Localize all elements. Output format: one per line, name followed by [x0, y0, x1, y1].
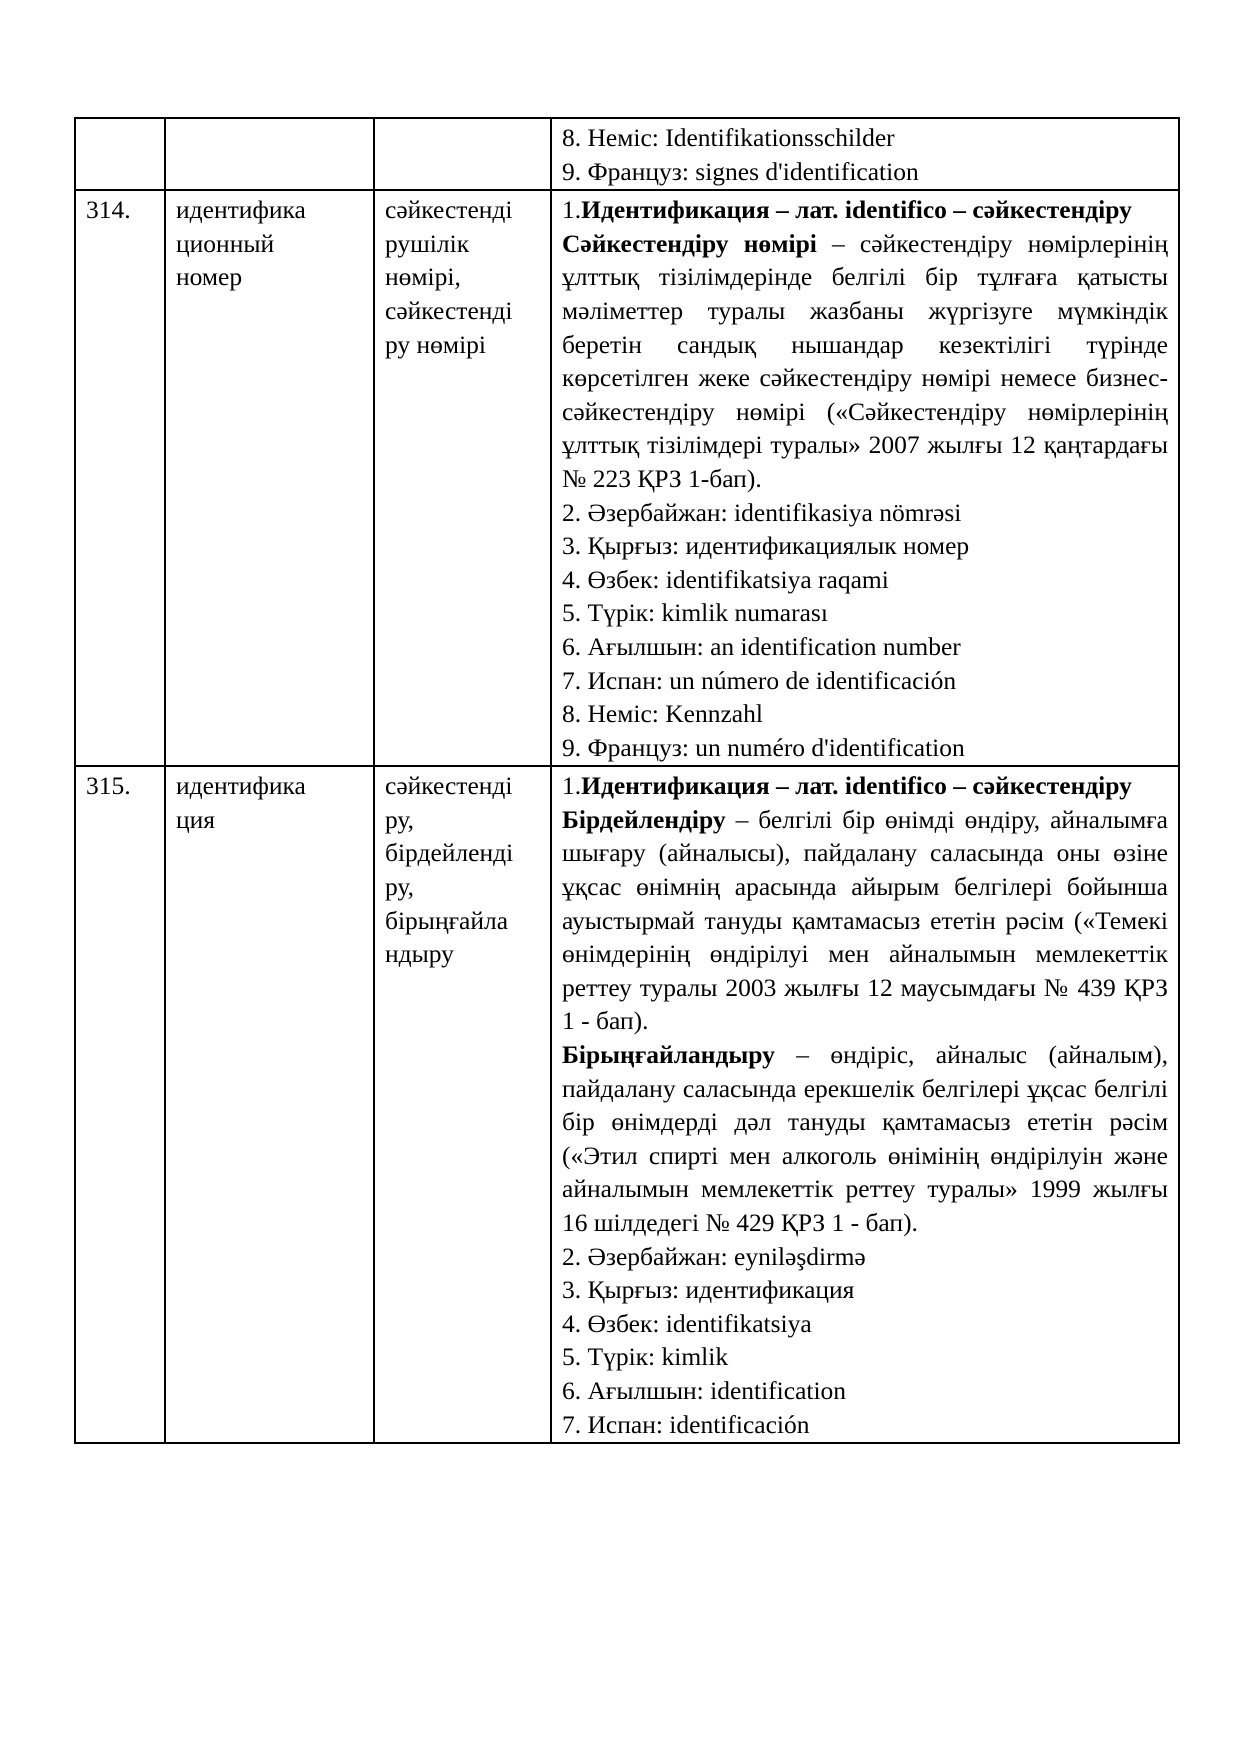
russian-term-cell: [165, 118, 374, 190]
kazakh-term-line: сәйкестенді: [385, 771, 513, 801]
definition-paragraph: [562, 227, 1168, 496]
translation-line: 8. Неміс: Identifikationsschilder: [562, 123, 895, 152]
kazakh-term-line: рушілік: [385, 228, 470, 258]
translation-line: 5. Түрік: kimlik: [562, 1342, 729, 1372]
translation-line: 6. Ағылшын: identification: [562, 1375, 847, 1405]
russian-term-line: ция: [176, 804, 216, 834]
translation-line: 7. Испан: un número de identificación: [562, 665, 957, 695]
etymology-heading: [562, 193, 1168, 227]
heading-prefix: 1.: [562, 195, 582, 225]
definition-cell: [551, 190, 1179, 766]
kazakh-term-cell: [374, 118, 551, 190]
definition-cell: [551, 766, 1179, 1443]
translation-line: 3. Қырғыз: идентификациялык номер: [562, 531, 970, 561]
kazakh-term-line: бірыңғайла: [385, 905, 509, 935]
heading-text: Идентификация – лат. identifico – сәйкестендіру: [581, 771, 1132, 801]
translation-line: 9. Француз: un numéro d'identification: [562, 732, 965, 762]
entry-number-cell: [75, 766, 165, 1443]
kazakh-term-line: ндыру: [385, 939, 454, 969]
russian-term-cell: [165, 190, 374, 766]
definition-text: – белгілі бір өнімді өндіру, айналымға шығару (айналысы), пайдалану саласында оны өзіне ұқсас өнімнің арасында айырым белгілері бойынша ауыстырмай тануды қамтамасыз ететін рәсім («Темекі өнімдерінің өндірілуі мен айналымын мемлекеттік реттеу туралы 2003 жылғы 12 маусымдағы № 439 ҚРЗ 1 - бап).: [562, 804, 1168, 1036]
translation-line: 2. Әзербайжан: eyniləşdirmə: [562, 1241, 866, 1271]
defined-term: Сәйкестендіру нөмірі: [562, 228, 817, 258]
russian-term-line: идентифика: [176, 771, 306, 801]
kazakh-term-line: ру,: [385, 804, 414, 834]
russian-term-line: номер: [176, 262, 243, 292]
defined-term: Бірдейлендіру: [562, 804, 726, 834]
translation-line: 4. Өзбек: identifikatsiya raqami: [562, 564, 889, 594]
table-row: [75, 766, 1179, 1443]
heading-prefix: 1.: [562, 771, 582, 801]
etymology-heading: [562, 769, 1168, 803]
translation-line: 5. Түрік: kimlik numarası: [562, 598, 828, 628]
definition-cell: [551, 118, 1179, 190]
russian-term-line: ционный: [176, 228, 275, 258]
defined-term: Бірыңғайландыру: [562, 1040, 775, 1070]
translation-line: 7. Испан: identificación: [562, 1409, 810, 1439]
kazakh-term-line: сәйкестенді: [385, 195, 513, 225]
glossary-table: [74, 117, 1180, 1444]
translation-line: 2. Әзербайжан: identifikasiya nömrəsi: [562, 497, 962, 527]
kazakh-term-line: нөмірі,: [385, 262, 461, 292]
heading-text: Идентификация – лат. identifico – сәйкестендіру: [581, 195, 1132, 225]
translation-line: 9. Француз: signes d'identification: [562, 156, 919, 186]
table-row: [75, 118, 1179, 190]
kazakh-term-line: сәйкестенді: [385, 295, 513, 325]
translation-line: 8. Неміс: Kennzahl: [562, 699, 763, 729]
kazakh-term-line: ру,: [385, 872, 414, 902]
definition-paragraph: [562, 803, 1168, 1038]
translation-line: 6. Ағылшын: an identification number: [562, 631, 961, 661]
translation-line: 3. Қырғыз: идентификация: [562, 1275, 855, 1305]
kazakh-term-line: бірдейленді: [385, 838, 514, 868]
definition-text: – өндіріс, айналыс (айналым), пайдалану саласында ерекшелік белгілері ұқсас белгілі бір өнімдерді дәл тануды қамтамасыз ететін рәсім («Этил спирті мен алкоголь өнімінің өндірілуін және айналымын мемлекеттік реттеу туралы» 1999 жылғы 16 шілдедегі № 429 ҚРЗ 1 - бап).: [562, 1040, 1168, 1237]
russian-term-line: идентифика: [176, 195, 306, 225]
translation-line: 4. Өзбек: identifikatsiya: [562, 1308, 812, 1338]
kazakh-term-cell: [374, 766, 551, 1443]
table-row: [75, 190, 1179, 766]
definition-text: – сәйкестендіру нөмірлерінің ұлттық тізілімдерінде белгілі бір тұлғаға қатысты мәліметтер туралы жазбаны жүргізуге мүмкіндік беретін сандық нышандар кезектілігі түрінде көрсетілген жеке сәйкестендіру нөмірі немесе бизнес-сәйкестендіру нөмірі («Сәйкестендіру нөмірлерінің ұлттық тізілімдері туралы» 2007 жылғы 12 қаңтардағы № 223 ҚРЗ 1-бап).: [562, 228, 1168, 493]
entry-number: 314.: [86, 195, 131, 225]
russian-term-cell: [165, 766, 374, 1443]
entry-number-cell: [75, 190, 165, 766]
entry-number-cell: [75, 118, 165, 190]
kazakh-term-cell: [374, 190, 551, 766]
definition-paragraph: [562, 1038, 1168, 1240]
kazakh-term-line: ру нөмірі: [385, 329, 486, 359]
entry-number: 315.: [86, 771, 131, 801]
